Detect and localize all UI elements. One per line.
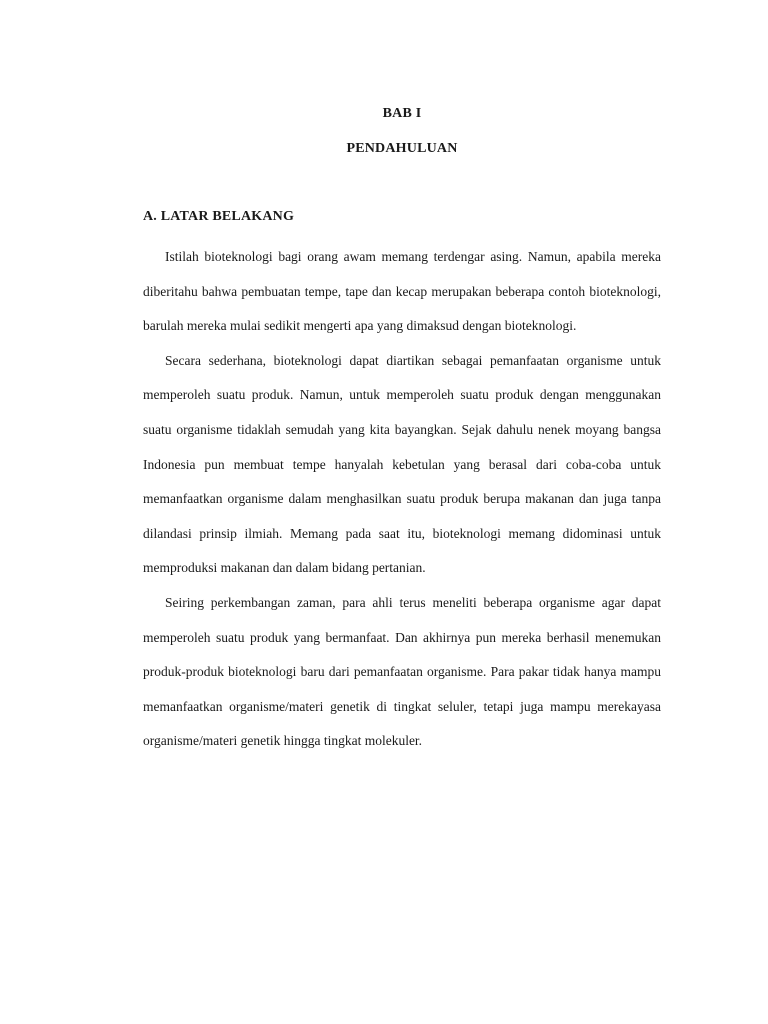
paragraph-2: Secara sederhana, bioteknologi dapat diartikan sebagai pemanfaatan organisme untuk memperoleh suatu produk. Namun, untuk memperoleh suatu produk dengan menggunakan suatu organisme tidaklah semudah yang kita bayangkan. Sejak dahulu nenek moyang bangsa Indonesia pun membuat tempe hanyalah kebetulan yang berasal dari coba-coba untuk memanfaatkan organisme dalam menghasilkan suatu produk berupa makanan dan juga tanpa dilandasi prinsip ilmiah. Memang pada saat itu, bioteknologi memang didominasi untuk memproduksi makanan dan dalam bidang pertanian. bbox=[143, 352, 661, 576]
chapter-title: PENDAHULUAN bbox=[346, 141, 458, 156]
paragraph-3: Seiring perkembangan zaman, para ahli terus meneliti beberapa organisme agar dapat memperoleh suatu produk yang bermanfaat. Dan akhirnya pun mereka berhasil menemukan produk-produk bioteknologi baru dari pemanfaatan organisme. Para pakar tidak hanya mampu memanfaatkan organisme/materi genetik di tingkat seluler, tetapi juga mampu merekayasa organisme/materi genetik hingga tingkat molekuler. bbox=[143, 594, 661, 749]
body-text bbox=[143, 240, 661, 759]
section-heading: A. LATAR BELAKANG bbox=[143, 209, 295, 224]
chapter-number: BAB I bbox=[382, 106, 422, 121]
paragraph-1: Istilah bioteknologi bagi orang awam memang terdengar asing. Namun, apabila mereka diberitahu bahwa pembuatan tempe, tape dan kecap merupakan beberapa contoh bioteknologi, barulah mereka mulai sedikit mengerti apa yang dimaksud dengan bioteknologi. bbox=[143, 249, 661, 334]
